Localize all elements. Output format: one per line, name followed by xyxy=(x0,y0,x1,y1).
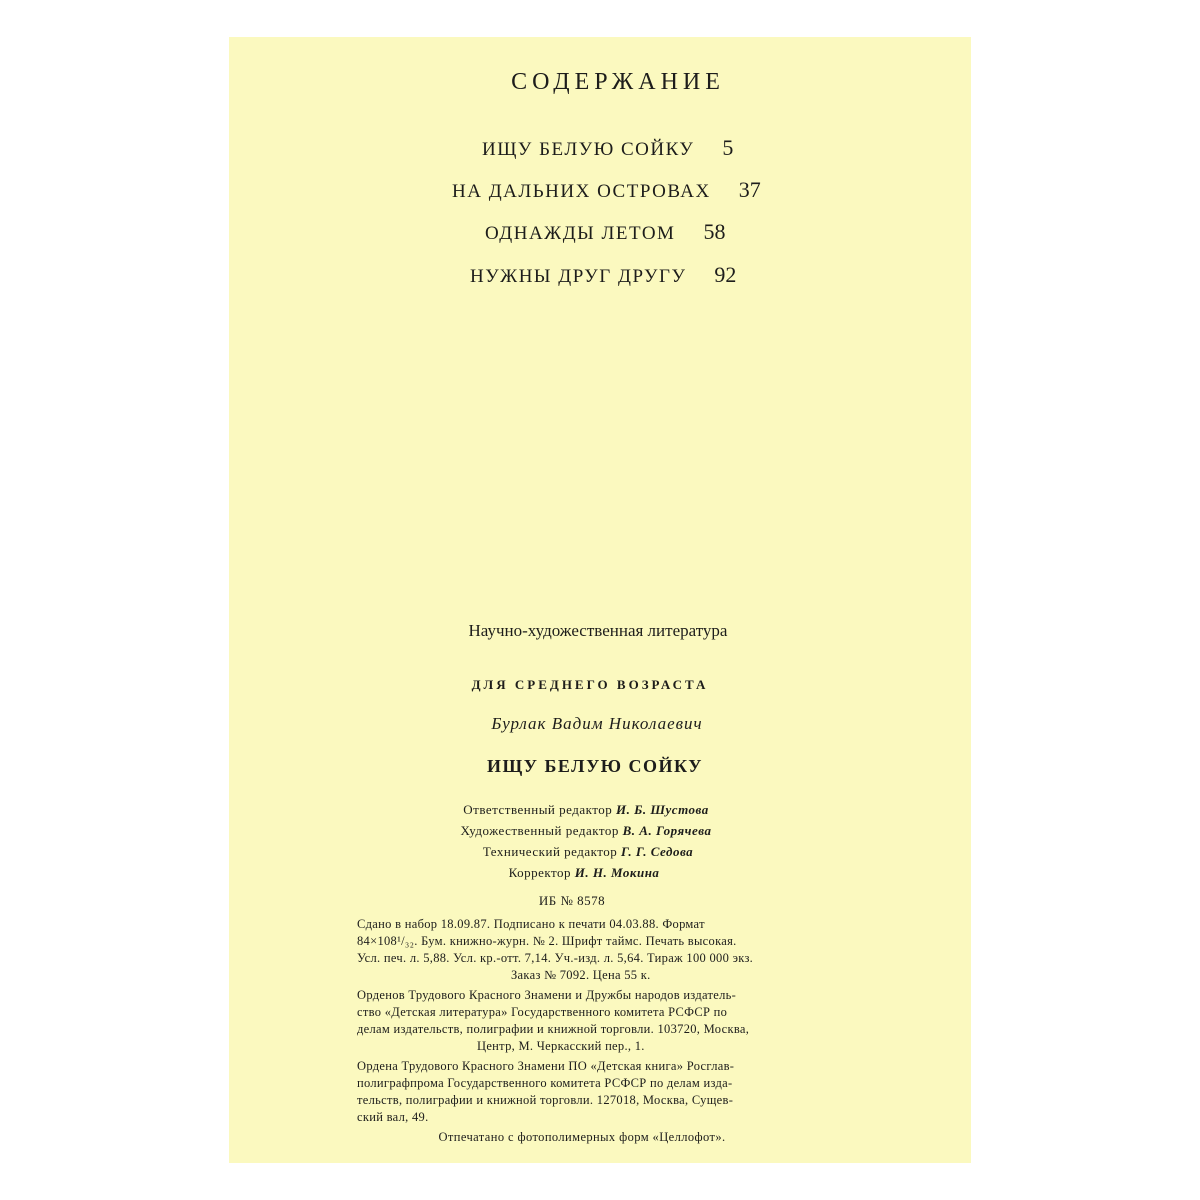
toc-entry-title: ОДНАЖДЫ ЛЕТОМ xyxy=(485,223,676,244)
toc-entry-title: НУЖНЫ ДРУГ ДРУГУ xyxy=(470,266,687,287)
imprint-line: ство «Детская литература» Государственного комитета РСФСР по xyxy=(357,1005,728,1019)
imprint-line: Орденов Трудового Красного Знамени и Дружбы народов издатель- xyxy=(357,988,737,1002)
imprint-line: Усл. печ. л. 5,88. Усл. кр.-отт. 7,14. Уч.-изд. л. 5,64. Тираж 100 000 экз. xyxy=(357,951,754,965)
imprint-line: тельств, полиграфии и книжной торговли. 127018, Москва, Сущев- xyxy=(357,1093,734,1107)
toc-entry xyxy=(470,262,736,288)
credit-role: Технический редактор xyxy=(482,844,618,859)
toc-entry-page: 58 xyxy=(703,219,726,244)
toc-heading: СОДЕРЖАНИЕ xyxy=(511,69,725,95)
toc-entry xyxy=(482,135,733,161)
credit-line xyxy=(215,802,957,818)
age-group-label: ДЛЯ СРЕДНЕГО ВОЗРАСТА xyxy=(471,677,709,692)
printed-note: Отпечатано с фотополимерных форм «Целлофот». xyxy=(438,1130,726,1144)
toc-entry-page: 37 xyxy=(738,177,761,202)
credit-line xyxy=(217,844,959,860)
imprint-line: Центр, М. Черкасский пер., 1. xyxy=(477,1039,645,1053)
toc-entry xyxy=(485,219,725,245)
toc-entry xyxy=(452,177,761,203)
ib-number: ИБ № 8578 xyxy=(538,893,606,908)
imprint-line: делам издательств, полиграфии и книжной торговли. 103720, Москва, xyxy=(357,1022,750,1036)
imprint-line: ский вал, 49. xyxy=(357,1110,429,1124)
book-page xyxy=(229,37,971,1163)
author-name: Бурлак Вадим Николаевич xyxy=(491,714,703,733)
toc-entry-title: НА ДАЛЬНИХ ОСТРОВАХ xyxy=(452,181,711,202)
book-title: ИЩУ БЕЛУЮ СОЙКУ xyxy=(487,756,703,776)
genre-label: Научно-художественная литература xyxy=(468,621,728,640)
credit-role: Корректор xyxy=(508,865,572,880)
credit-line xyxy=(215,823,957,839)
credit-name: В. А. Горячева xyxy=(622,823,712,838)
credit-name: Г. Г. Седова xyxy=(621,844,694,859)
credit-line xyxy=(213,865,955,881)
imprint-line: 84×108¹/₃₂. Бум. книжно-журн. № 2. Шрифт таймс. Печать высокая. xyxy=(357,934,737,948)
imprint-line: Ордена Трудового Красного Знамени ПО «Детская книга» Росглав- xyxy=(357,1059,735,1073)
credit-role: Ответственный редактор xyxy=(463,802,613,817)
credit-role: Художественный редактор xyxy=(460,823,619,838)
credit-name: И. Б. Шустова xyxy=(616,802,709,817)
imprint-line: Заказ № 7092. Цена 55 к. xyxy=(511,968,651,982)
toc-entry-title: ИЩУ БЕЛУЮ СОЙКУ xyxy=(482,139,695,160)
imprint-line: Сдано в набор 18.09.87. Подписано к печати 04.03.88. Формат xyxy=(357,917,705,931)
toc-entry-page: 92 xyxy=(714,262,737,287)
imprint-line: полиграфпрома Государственного комитета РСФСР по делам изда- xyxy=(357,1076,733,1090)
credit-name: И. Н. Мокина xyxy=(574,865,660,880)
toc-entry-page: 5 xyxy=(722,135,734,160)
